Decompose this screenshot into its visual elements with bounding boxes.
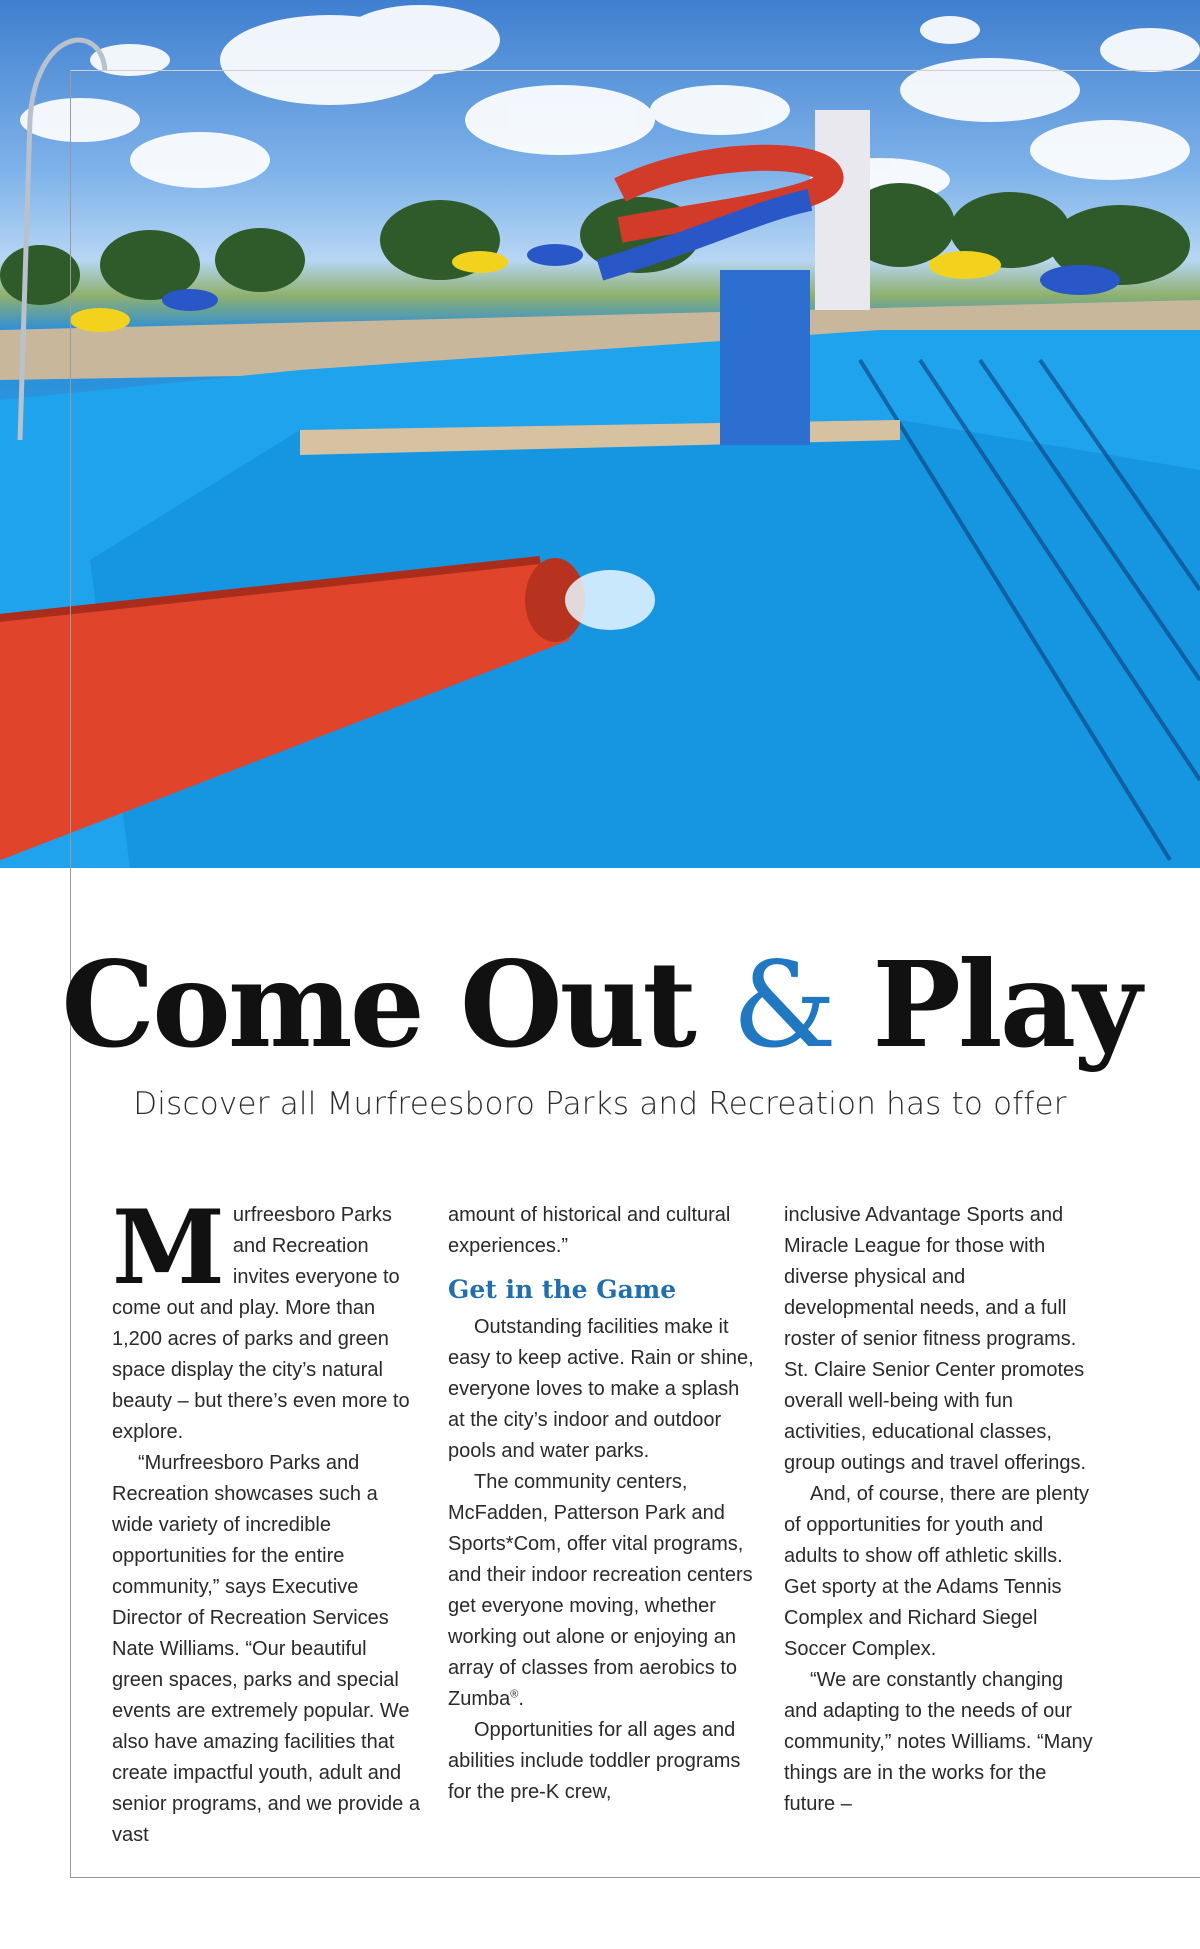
tree-line xyxy=(0,183,1190,305)
water-splash xyxy=(565,570,655,630)
column-2 xyxy=(448,1200,758,1808)
title-ampersand: & xyxy=(732,936,835,1074)
title-part2: Play xyxy=(872,935,1139,1074)
registered-mark: ® xyxy=(510,1688,519,1701)
article-subtitle: Discover all Murfreesboro Parks and Recreation has to offer xyxy=(133,1086,1067,1122)
drop-cap: M xyxy=(112,1188,225,1308)
slide-tower xyxy=(815,110,870,310)
column-1 xyxy=(112,1188,422,1851)
paragraph: inclusive Advantage Sports and Miracle League for those with diverse physical and developmental needs, and a full roster of senior fitness programs. St. Claire Senior Center promotes overall well-being with fun activities, educational classes, group outings and travel offerings. xyxy=(784,1204,1087,1474)
article-title xyxy=(0,935,1200,1074)
section-heading: Get in the Game xyxy=(448,1275,677,1304)
paragraph: “Murfreesboro Parks and Recreation showcases such a wide variety of incredible opportunities for the entire community,” says Executive Director of Recreation Services Nate Williams. “Our beautiful green spaces, parks and special events are extremely popular. We also have amazing facilities that create impactful youth, adult and senior programs, and we provide a vast xyxy=(112,1452,420,1846)
paragraph: Opportunities for all ages and abilities include toddler programs for the pre-K crew, xyxy=(448,1719,741,1803)
paragraph: The community centers, McFadden, Patterson Park and Sports*Com, offer vital programs, and their indoor recreation centers get everyone moving, whether working out alone or enjoying an array of classes from aerobics to Zumba®. xyxy=(448,1471,753,1710)
hero-photo-waterpark xyxy=(0,0,1200,868)
clouds xyxy=(20,5,1200,202)
paragraph: amount of historical and cultural experiences.” xyxy=(448,1204,731,1257)
paragraph: “We are constantly changing and adapting to the needs of our community,” notes Williams. “Many things are in the works for the future – xyxy=(784,1669,1093,1815)
title-part1: Come Out xyxy=(61,935,694,1074)
climbing-wall xyxy=(720,270,810,445)
paragraph: Murfreesboro Parks and Recreation invites everyone to come out and play. More than 1,200 acres of parks and green space display the city’s natural beauty – but there’s even more to explore. xyxy=(112,1188,410,1443)
paragraph: Outstanding facilities make it easy to keep active. Rain or shine, everyone loves to make a splash at the city’s indoor and outdoor pools and water parks. xyxy=(448,1316,754,1462)
waterpark-illustration xyxy=(0,0,1200,868)
paragraph: And, of course, there are plenty of opportunities for youth and adults to show off athletic skills. Get sporty at the Adams Tennis Complex and Richard Siegel Soccer Complex. xyxy=(784,1483,1090,1660)
column-3 xyxy=(784,1200,1094,1820)
